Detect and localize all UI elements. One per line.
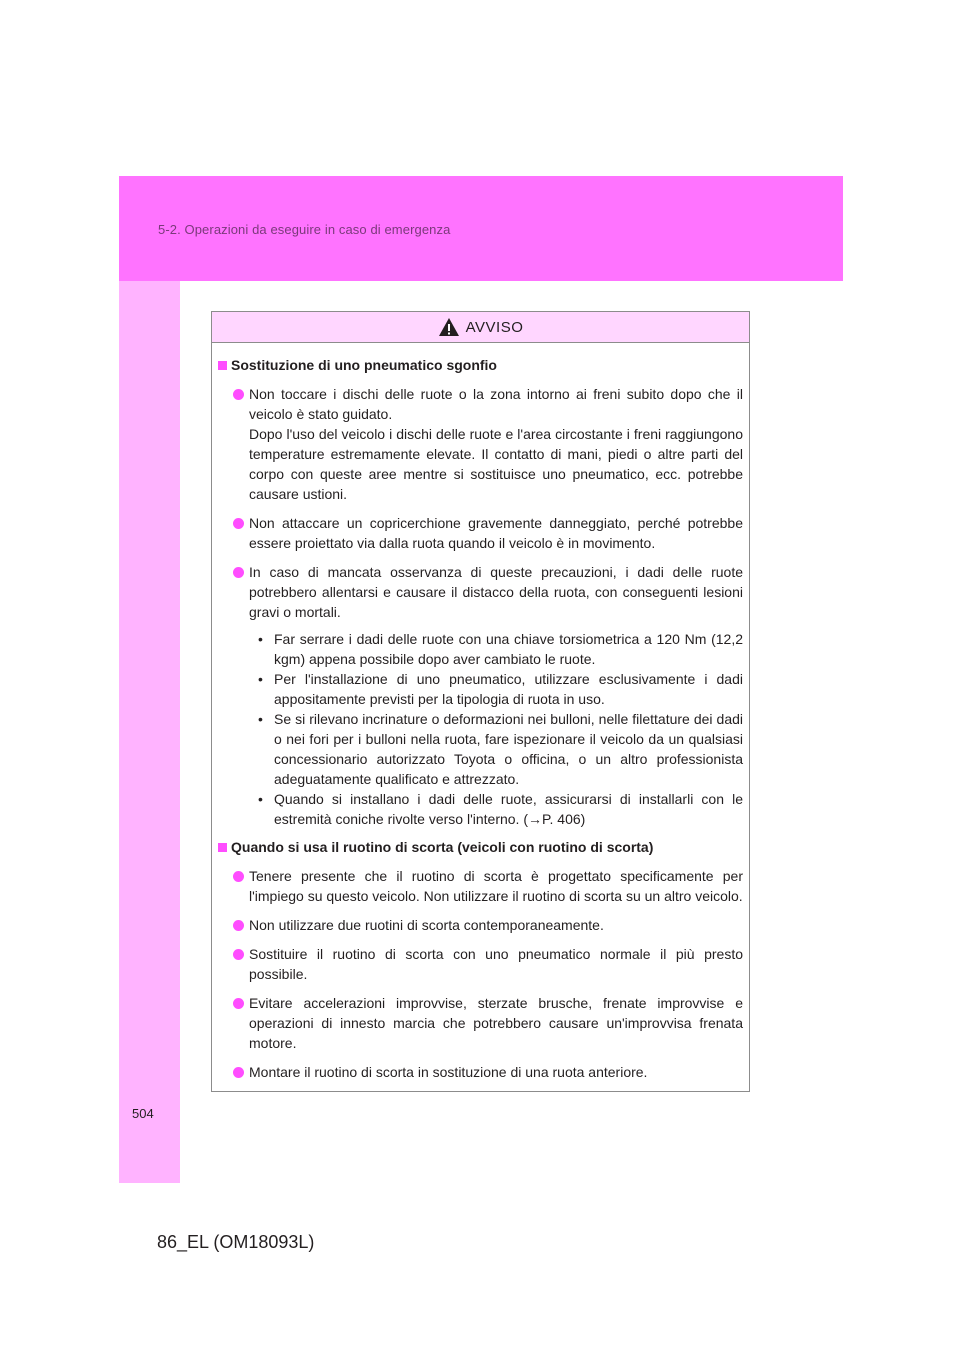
warning-triangle-icon <box>438 317 460 337</box>
square-bullet-icon <box>218 361 227 370</box>
warning-body <box>212 343 749 1082</box>
list-item: Non toccare i dischi delle ruote o la zona intorno ai freni subito dopo che il veicolo è stato guidato. Dopo l'uso del veicolo i dischi delle ruote e l'area circostante i freni raggiungono temperature estremamente elevate. Il contatto di mani, piedi o altre parti del corpo con queste aree mentre si sostituisce uno pneumatico, ecc. potrebbe causare ustioni. <box>218 384 743 504</box>
sub-list-item: • Per l'installazione di uno pneumatico, utilizzare esclusivamente i dadi appositamente previsti per la tipologia di ruota in uso. <box>258 671 743 707</box>
list-item: Non utilizzare due ruotini di scorta contemporaneamente. <box>218 915 743 935</box>
footer-code: 86_EL (OM18093L) <box>157 1232 315 1252</box>
circle-bullet-icon <box>233 518 244 529</box>
list-item: Evitare accelerazioni improvvise, sterzate brusche, frenate improvvise e operazioni di innesto marcia che potrebbero causare un'improvvisa frenata motore. <box>218 993 743 1053</box>
page-number: 504 <box>132 1106 154 1121</box>
list-item: Non attaccare un copricerchione gravemente danneggiato, perché potrebbe essere proiettato via dalla ruota quando il veicolo è in movimento. <box>218 513 743 553</box>
list-item: Sostituire il ruotino di scorta con uno pneumatico normale il più presto possibile. <box>218 944 743 984</box>
circle-bullet-icon <box>233 920 244 931</box>
warning-title: AVVISO <box>465 318 524 336</box>
sub-list-item: • Far serrare i dadi delle ruote con una chiave torsiometrica a 120 Nm (12,2 kgm) appena possibile dopo aver cambiato le ruote. <box>258 631 743 667</box>
sub-list-item: • Quando si installano i dadi delle ruote, assicurarsi di installarli con le estremità coniche rivolte verso l'interno. (→P. 406) <box>258 791 743 827</box>
circle-bullet-icon <box>233 998 244 1009</box>
circle-bullet-icon <box>233 949 244 960</box>
warning-header <box>212 312 749 343</box>
sub-list-item: • Se si rilevano incrinature o deformazioni nei bulloni, nelle filettature dei dadi o nei fori per i bulloni nella ruota, fare ispezionare il veicolo da un qualsiasi concessionario autorizzato Toyota o officina, o un altro professionista adeguatamente qualificato e attrezzato. <box>258 711 743 787</box>
list-item: In caso di mancata osservanza di queste precauzioni, i dadi delle ruote potrebbero allentarsi e causare il distacco della ruota, con conseguenti lesioni gravi o mortali. <box>218 562 743 622</box>
section-heading: Quando si usa il ruotino di scorta (veicoli con ruotino di scorta) <box>218 837 743 857</box>
side-band <box>119 281 180 1183</box>
list-item: Montare il ruotino di scorta in sostituzione di una ruota anteriore. <box>218 1062 743 1082</box>
circle-bullet-icon <box>233 389 244 400</box>
warning-box <box>211 311 750 1092</box>
circle-bullet-icon <box>233 871 244 882</box>
section-title: 5-2. Operazioni da eseguire in caso di emergenza <box>158 222 451 237</box>
circle-bullet-icon <box>233 1067 244 1078</box>
circle-bullet-icon <box>233 567 244 578</box>
sub-list <box>258 629 743 829</box>
section-heading: Sostituzione di uno pneumatico sgonfio <box>218 355 743 375</box>
list-item: Tenere presente che il ruotino di scorta è progettato specificamente per l'impiego su questo veicolo. Non utilizzare il ruotino di scorta su un altro veicolo. <box>218 866 743 906</box>
square-bullet-icon <box>218 843 227 852</box>
